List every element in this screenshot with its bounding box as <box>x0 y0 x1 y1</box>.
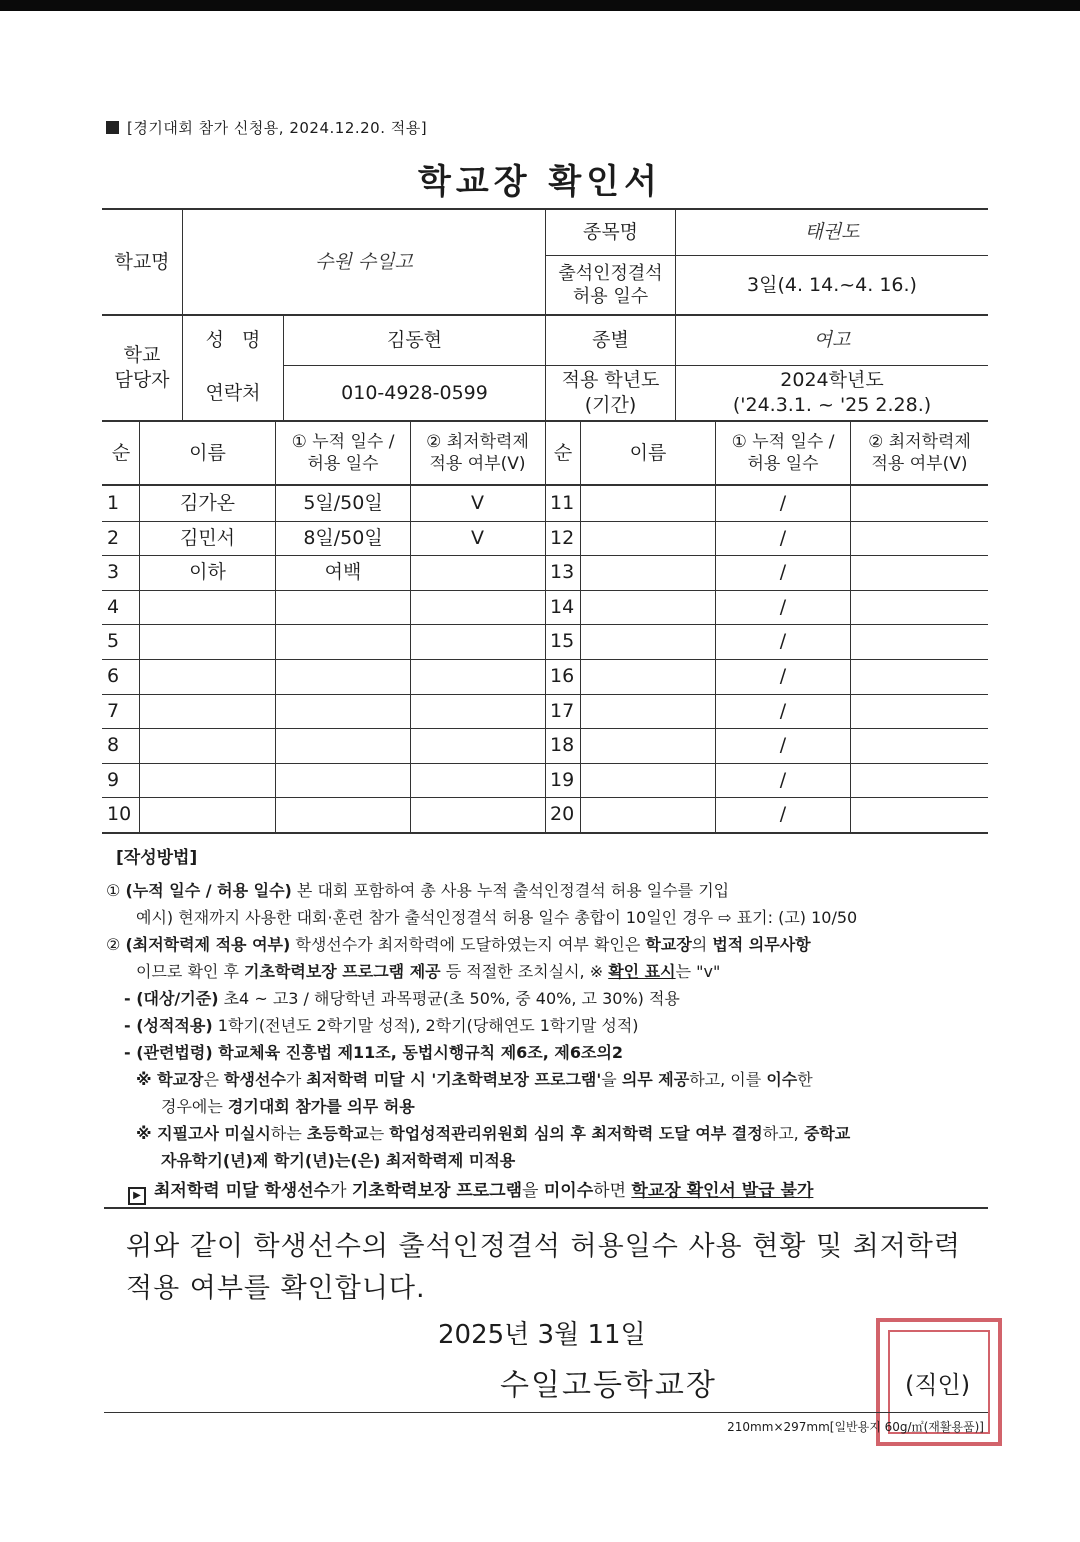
row-no-cell: 16 <box>550 665 575 688</box>
confirmation-statement: 위와 같이 학생선수의 출석인정결석 허용일수 사용 현황 및 최저학력 적용 여부를 확인합니다. <box>126 1231 961 1304</box>
row-name-cell <box>140 624 275 659</box>
header-note-text: [경기대회 참가 신청용, 2024.12.20. 적용] <box>127 119 428 137</box>
method-note-2-line2: 자유학기(년)제 학기(년)는(은) 최저학력제 미적용 <box>161 1151 516 1170</box>
row-days-cell <box>276 728 410 763</box>
row-days-cell: 8일/50일 <box>303 527 383 550</box>
row-name-cell <box>581 555 715 590</box>
row-days-cell <box>276 797 410 832</box>
rule <box>102 832 988 834</box>
row-no-cell: 13 <box>550 561 575 584</box>
method-sub-1 <box>124 986 680 1012</box>
row-days-cell: / <box>779 596 787 619</box>
row-no-cell: 2 <box>107 527 120 550</box>
row-no-cell: 10 <box>107 803 132 826</box>
writing-method <box>106 845 996 1205</box>
method-note-1 <box>136 1067 813 1093</box>
row-name-cell <box>581 624 715 659</box>
header-no: 순 <box>111 441 131 464</box>
row-applied-cell <box>851 694 988 729</box>
text: 가 <box>330 1181 352 1201</box>
rule <box>104 1207 988 1209</box>
row-days-cell: / <box>779 803 787 826</box>
text: 은 <box>203 1070 225 1089</box>
row-days-cell <box>276 590 410 625</box>
row-no-cell: 18 <box>550 734 575 757</box>
circled-number: ① <box>106 881 121 900</box>
method-note-2 <box>136 1121 850 1147</box>
row-name-cell <box>581 694 715 729</box>
text: 하면 <box>593 1181 632 1201</box>
row-name-cell <box>581 659 715 694</box>
item1-text: 본 대회 포함하여 총 사용 누적 출석인정결석 허용 일수를 기입 <box>291 881 730 900</box>
allowed-days-label: 출석인정결석 허용 일수 <box>558 262 663 307</box>
text: 가 <box>285 1070 307 1089</box>
text-bold: 기초학력보장 프로그램 <box>351 1181 523 1201</box>
row-applied-cell <box>411 728 544 763</box>
row-applied-cell <box>851 590 988 625</box>
header-days: ① 누적 일수 / 허용 일수 <box>731 431 835 474</box>
text: 는 "v" <box>675 962 721 981</box>
row-no-cell: 7 <box>107 700 120 723</box>
header-days: ① 누적 일수 / 허용 일수 <box>291 431 395 474</box>
square-bullet-icon <box>106 121 119 134</box>
row-days-cell: / <box>779 769 787 792</box>
item2-bold-2: 학교장 <box>645 935 692 954</box>
item2-text: 학생선수가 최저학력에 도달하였는지 여부 확인은 <box>290 935 646 954</box>
row-days-cell <box>276 659 410 694</box>
header-name: 이름 <box>189 441 226 464</box>
row-name-cell: 김가온 <box>179 492 236 515</box>
row-name-cell <box>581 590 715 625</box>
method-item-1 <box>106 878 729 904</box>
year-label: 적용 학년도 (기간) <box>561 369 660 416</box>
row-applied-cell <box>851 555 988 590</box>
row-applied-cell <box>411 659 544 694</box>
row-name-cell <box>140 694 275 729</box>
name-label: 성 명 <box>205 329 261 352</box>
name-value: 김동현 <box>386 329 443 352</box>
row-name-cell <box>581 521 715 556</box>
row-applied-cell <box>851 486 988 521</box>
text-bold: ※ 학교장 <box>136 1070 204 1089</box>
row-days-cell: 여백 <box>324 561 362 584</box>
text: 한 <box>797 1070 813 1089</box>
row-no-cell: 17 <box>550 700 575 723</box>
method-note-1-line2 <box>161 1094 415 1120</box>
top-edge-bar <box>0 0 1080 11</box>
school-label: 학교명 <box>114 250 170 273</box>
text: 1학기(전년도 2학기말 성적), 2학기(당해연도 1학기말 성적) <box>212 1016 639 1035</box>
row-applied-cell: V <box>471 492 484 515</box>
text-bold: 최저학력 미달 학생선수 <box>154 1181 331 1201</box>
item2-text-2: 의 <box>691 935 713 954</box>
row-name-cell: 김민서 <box>179 527 236 550</box>
row-no-cell: 3 <box>107 561 120 584</box>
text-bold: ※ 지필고사 미실시 <box>136 1124 271 1143</box>
row-days-cell: / <box>779 561 787 584</box>
row-no-cell: 1 <box>107 492 120 515</box>
method-heading: [작성방법] <box>116 848 198 868</box>
item2-bold-3: 법적 의무사항 <box>712 935 811 954</box>
row-name-cell <box>140 659 275 694</box>
paper-spec: 210mm×297mm[일반용지 60g/㎡(재활용품)] <box>727 1420 984 1434</box>
header-applied: ② 최저학력제 적용 여부(V) <box>426 431 529 474</box>
school-value: 수원 수일고 <box>315 250 413 273</box>
text: 경우에는 <box>161 1097 228 1116</box>
issue-date: 2025년 3월 11일 <box>438 1320 646 1350</box>
row-no-cell: 19 <box>550 769 575 792</box>
row-name-cell <box>581 486 715 521</box>
allowed-days-value: 3일(4. 14.~4. 16.) <box>747 273 917 296</box>
row-days-cell <box>276 763 410 798</box>
row-days-cell: / <box>779 700 787 723</box>
sport-value: 태권도 <box>804 221 860 244</box>
row-name-cell <box>140 763 275 798</box>
contact-value: 010-4928-0599 <box>341 381 488 404</box>
row-days-cell: / <box>779 630 787 653</box>
text-bold-underline: 확인 표시 <box>608 962 676 981</box>
header-no: 순 <box>553 441 573 464</box>
row-no-cell: 11 <box>550 492 575 515</box>
row-name-cell <box>581 728 715 763</box>
circled-number: ② <box>106 935 121 954</box>
text-bold-underline: 학교장 확인서 발급 불가 <box>631 1181 814 1201</box>
row-applied-cell <box>411 797 544 832</box>
row-applied-cell <box>851 763 988 798</box>
header-note <box>106 117 427 138</box>
text: 하는 <box>270 1124 307 1143</box>
row-applied-cell <box>851 521 988 556</box>
method-item-2-line2 <box>136 959 720 985</box>
row-no-cell: 4 <box>107 596 120 619</box>
row-no-cell: 14 <box>550 596 575 619</box>
item1-bold: (누적 일수 / 허용 일수) <box>125 881 292 900</box>
text: 하고, <box>762 1124 804 1143</box>
row-no-cell: 20 <box>550 803 575 826</box>
text: 초4 ~ 고3 / 해당학년 과목평균(초 50%, 중 40%, 고 30%) 적용 <box>218 989 680 1008</box>
text-bold: 중학교 <box>803 1124 851 1143</box>
contact-label: 연락처 <box>205 381 261 404</box>
method-item-1-example: 예시) 현재까지 사용한 대회·훈련 참가 출석인정결석 허용 일수 총합이 10일인 경우 ⇨ 표기: (고) 10/50 <box>136 908 858 927</box>
row-name-cell: 이하 <box>189 561 226 584</box>
row-applied-cell <box>411 624 544 659</box>
rule <box>104 1412 988 1413</box>
row-days-cell: / <box>779 665 787 688</box>
text-bold: - (대상/기준) <box>124 989 219 1008</box>
row-days-cell: / <box>779 734 787 757</box>
manager-label: 학교 담당자 <box>114 344 170 391</box>
text-bold: 미이수 <box>543 1181 594 1201</box>
text-bold: 의무 제공 <box>621 1070 690 1089</box>
row-days-cell: / <box>779 527 787 550</box>
method-sub-3 <box>124 1040 623 1066</box>
type-label: 종별 <box>592 329 629 352</box>
row-no-cell: 8 <box>107 734 120 757</box>
text: 이므로 확인 후 <box>136 962 244 981</box>
text-bold: 경기대회 참가를 의무 허용 <box>227 1097 415 1116</box>
row-days-cell: 5일/50일 <box>303 492 383 515</box>
row-applied-cell <box>851 659 988 694</box>
row-applied-cell <box>851 728 988 763</box>
text-bold: 이수 <box>766 1070 798 1089</box>
row-name-cell <box>140 590 275 625</box>
row-no-cell: 15 <box>550 630 575 653</box>
text-bold: 최저학력 미달 시 '기초학력보장 프로그램' <box>306 1070 602 1089</box>
row-applied-cell: V <box>471 527 484 550</box>
text: 을 <box>601 1070 622 1089</box>
row-applied-cell <box>411 555 544 590</box>
text: 는 <box>368 1124 390 1143</box>
text-bold: - (성적적용) <box>124 1016 213 1035</box>
header-applied: ② 최저학력제 적용 여부(V) <box>868 431 971 474</box>
row-days-cell <box>276 694 410 729</box>
principal-name: 수일고등학교장 <box>500 1368 717 1403</box>
text-bold: - (관련법령) <box>124 1043 213 1062</box>
row-name-cell <box>140 728 275 763</box>
text-bold: 학생선수 <box>224 1070 286 1089</box>
seal-label: (직인) <box>905 1371 971 1399</box>
text-bold: 기초학력보장 프로그램 제공 <box>244 962 441 981</box>
row-applied-cell <box>851 797 988 832</box>
text-bold: 학교체육 진흥법 제11조, 동법시행규칙 제6조, 제6조의2 <box>212 1043 624 1062</box>
text: 을 <box>522 1181 544 1201</box>
row-applied-cell <box>411 694 544 729</box>
item2-bold: (최저학력제 적용 여부) <box>125 935 291 954</box>
method-warning <box>128 1178 813 1205</box>
text: 하고, 이를 <box>689 1070 767 1089</box>
page-title: 학교장 확인서 <box>418 162 662 202</box>
row-name-cell <box>581 763 715 798</box>
row-applied-cell <box>411 590 544 625</box>
row-applied-cell <box>411 763 544 798</box>
year-value: 2024학년도 ('24.3.1. ~ '25 2.28.) <box>732 369 932 416</box>
row-applied-cell <box>851 624 988 659</box>
header-name: 이름 <box>629 441 667 464</box>
row-name-cell <box>140 797 275 832</box>
sport-label: 종목명 <box>582 221 639 244</box>
type-value: 여고 <box>813 329 851 352</box>
row-no-cell: 12 <box>550 527 575 550</box>
method-item-2 <box>106 932 811 958</box>
text-bold: 초등학교 <box>306 1124 369 1143</box>
text: 등 적절한 조치실시, ※ <box>440 962 609 981</box>
row-no-cell: 9 <box>107 769 120 792</box>
row-no-cell: 5 <box>107 630 120 653</box>
text-bold: 학업성적관리위원회 심의 후 최저학력 도달 여부 결정 <box>389 1124 763 1143</box>
row-no-cell: 6 <box>107 665 120 688</box>
method-sub-2 <box>124 1013 639 1039</box>
row-days-cell <box>276 624 410 659</box>
arrow-box-icon: ▶ <box>128 1187 146 1205</box>
row-name-cell <box>581 797 715 832</box>
row-days-cell: / <box>779 492 787 515</box>
